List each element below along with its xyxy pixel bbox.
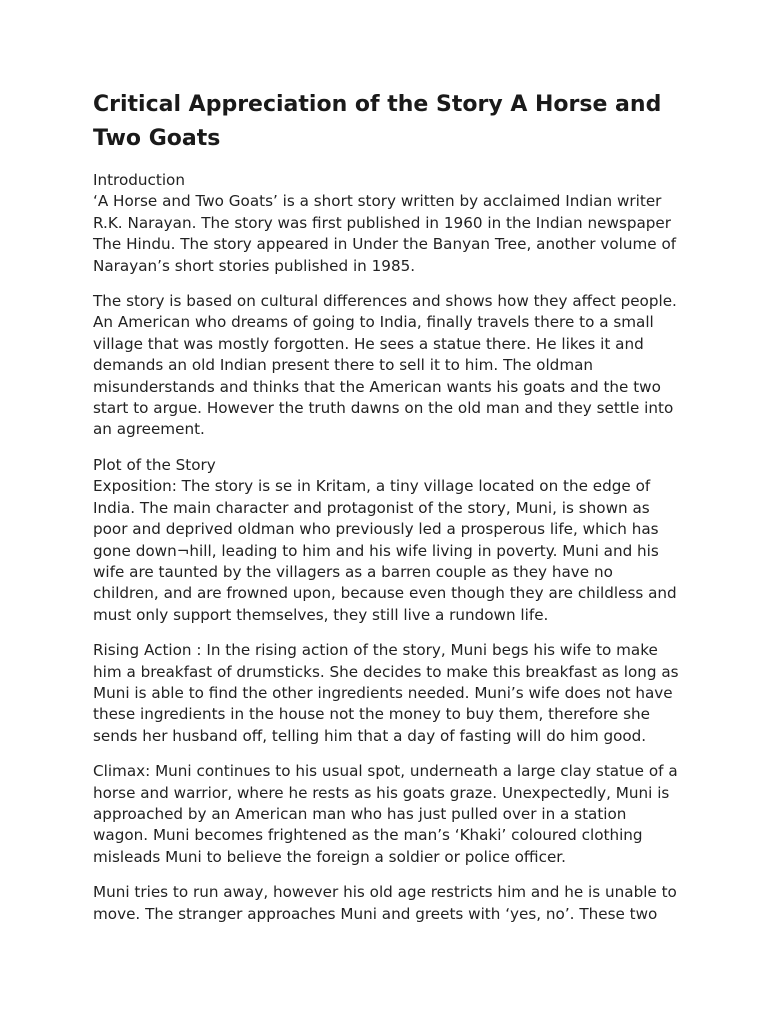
section-heading-plot: Plot of the Story: [93, 455, 216, 474]
paragraph-text: ‘A Horse and Two Goats’ is a short story written by acclaimed Indian writer R.K. Narayan. The story was first published in 1960 in the Indian newspaper The Hindu. The story appeared in Under the Banyan Tree, another volume of Narayan’s short stories published in 1985.: [93, 192, 677, 275]
paragraph-introduction: [93, 170, 683, 277]
paragraph-text: Climax: Muni continues to his usual spot, underneath a large clay statue of a horse and warrior, where he rests as his goats graze. Unexpectedly, Muni is approached by an American man who has just pulled over in a station wagon. Muni becomes frightened as the man’s ‘Khaki’ coloured clothing misleads Muni to believe the foreign a soldier or police officer.: [93, 762, 678, 866]
paragraph-text: Rising Action : In the rising action of the story, Muni begs his wife to make him a breakfast of drumsticks. She decides to make this breakfast as long as Muni is able to find the other ingredients needed. Muni’s wife does not have these ingredients in the house not the money to buy them, therefore she sends her husband off, telling him that a day of fasting will do him good.: [93, 641, 679, 745]
section-heading-introduction: Introduction: [93, 171, 185, 189]
paragraph-rising-action: [93, 640, 683, 747]
paragraph-summary: [93, 291, 683, 441]
document-page: [93, 88, 683, 939]
paragraph-text: The story is based on cultural differences and shows how they affect people. An American who dreams of going to India, finally travels there to a small village that was mostly forgotten. He sees a statue there. He likes it and demands an old Indian present there to sell it to him. The oldman misunderstands and thinks that the American wants his goats and the two start to argue. However the truth dawns on the old man and they settle into an agreement.: [93, 292, 677, 439]
paragraph-climax: [93, 761, 683, 868]
paragraph-exposition: [93, 455, 683, 626]
paragraph-text: Muni tries to run away, however his old age restricts him and he is unable to move. The stranger approaches Muni and greets with ‘yes, no’. These two: [93, 883, 677, 923]
paragraph-text: Exposition: The story is se in Kritam, a tiny village located on the edge of India. The main character and protagonist of the story, Muni, is shown as poor and deprived oldman who previously led a prosperous life, which has gone down¬hill, leading to him and his wife living in poverty. Muni and his wife are taunted by the villagers as a barren couple as they have no children, and are frowned upon, because even though they are childless and must only support themselves, they still live a rundown life.: [93, 477, 677, 624]
page-title: Critical Appreciation of the Story A Horse and Two Goats: [93, 92, 662, 151]
paragraph-continuation: [93, 882, 683, 925]
